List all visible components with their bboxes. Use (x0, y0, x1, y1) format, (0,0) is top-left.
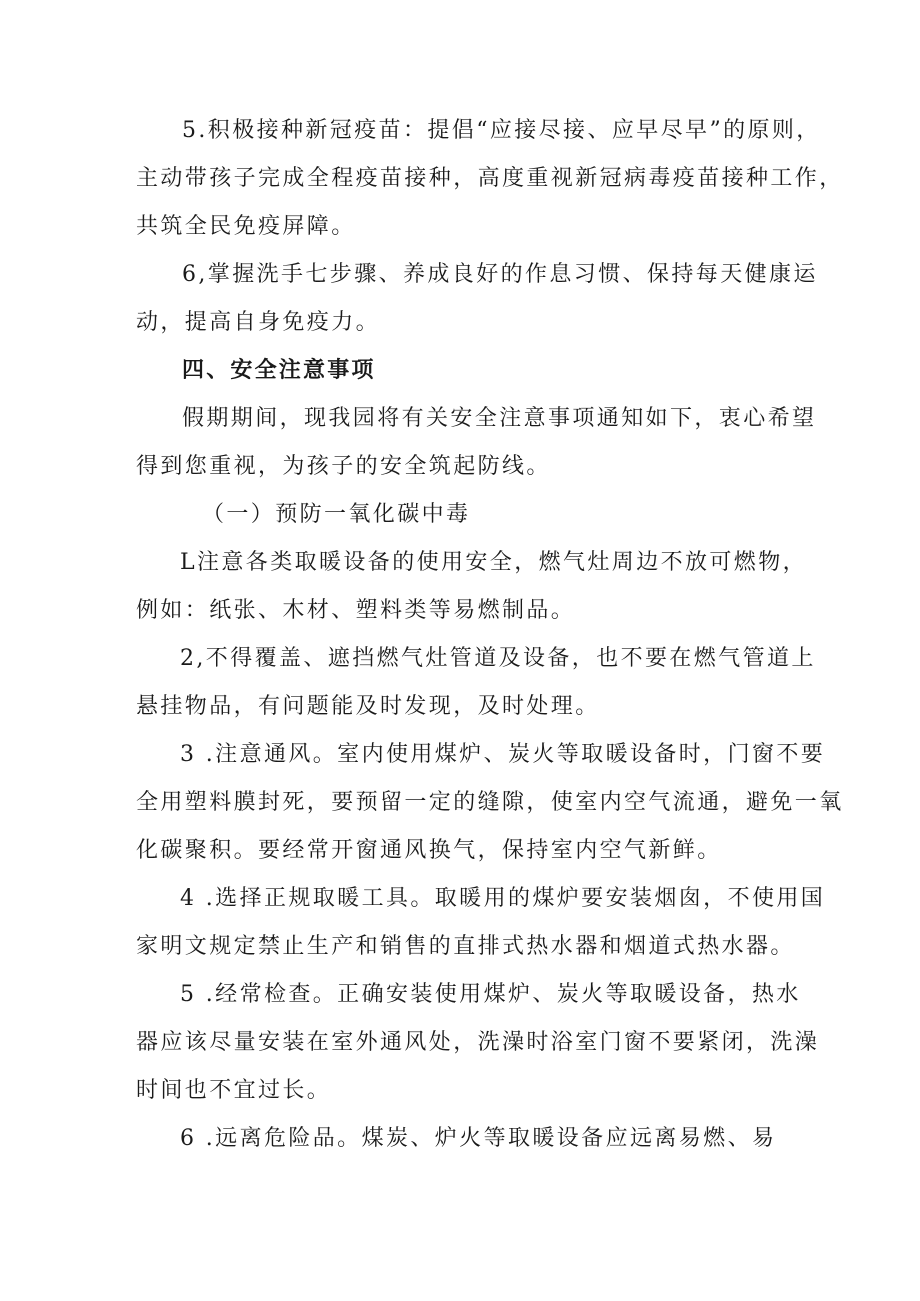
item-6-handwash-line-2: 动，提高自身免疫力。 (136, 310, 381, 335)
co-item-5-line-1: 5 .经常检查。正确安装使用煤炉、炭火等取暖设备，热水 (180, 982, 801, 1007)
intro-paragraph-line-1: 假期期间，现我园将有关安全注意事项通知如下，衷心希望 (182, 406, 817, 431)
item-5-vaccine-line-3: 共筑全民免疫屏障。 (136, 214, 356, 239)
co-item-1-line-1: L注意各类取暖设备的使用安全，燃气灶周边不放可燃物， (180, 550, 808, 575)
item-5-vaccine-line-1: 5.积极接种新冠疫苗：提倡“应接尽接、应早尽早”的原则， (182, 118, 821, 143)
item-6-handwash-line-1: 6,掌握洗手七步骤、养成良好的作息习惯、保持每天健康运 (182, 262, 818, 287)
section-heading-safety: 四、安全注意事项 (182, 358, 376, 383)
co-item-3-line-1: 3 .注意通风。室内使用煤炉、炭火等取暖设备时，门窗不要 (180, 742, 826, 767)
subheading-carbon-monoxide: （一）预防一氧化碳中毒 (202, 502, 471, 527)
co-item-3-line-2: 全用塑料膜封死，要预留一定的缝隙，使室内空气流通，避免一氧 (136, 790, 844, 815)
co-item-4-line-2: 家明文规定禁止生产和销售的直排式热水器和烟道式热水器。 (136, 934, 795, 959)
co-item-4-line-1: 4 .选择正规取暖工具。取暖用的煤炉要安装烟囱，不使用国 (180, 886, 826, 911)
intro-paragraph-line-2: 得到您重视，为孩子的安全筑起防线。 (136, 454, 551, 479)
co-item-5-line-2: 器应该尽量安装在室外通风处，洗澡时浴室门窗不要紧闭，洗澡 (136, 1030, 820, 1055)
co-item-6-line-1: 6 .远离危险品。煤炭、炉火等取暖设备应远离易燃、易 (180, 1126, 777, 1151)
co-item-5-line-3: 时间也不宜过长。 (136, 1078, 332, 1103)
item-5-vaccine-line-2: 主动带孩子完成全程疫苗接种，高度重视新冠病毒疫苗接种工作， (136, 166, 844, 191)
co-item-2-line-1: 2,不得覆盖、遮挡燃气灶管道及设备，也不要在燃气管道上 (180, 646, 816, 671)
co-item-1-line-2: 例如：纸张、木材、塑料类等易燃制品。 (136, 598, 576, 623)
co-item-2-line-2: 悬挂物品，有问题能及时发现，及时处理。 (136, 694, 600, 719)
co-item-3-line-3: 化碳聚积。要经常开窗通风换气，保持室内空气新鲜。 (136, 838, 722, 863)
